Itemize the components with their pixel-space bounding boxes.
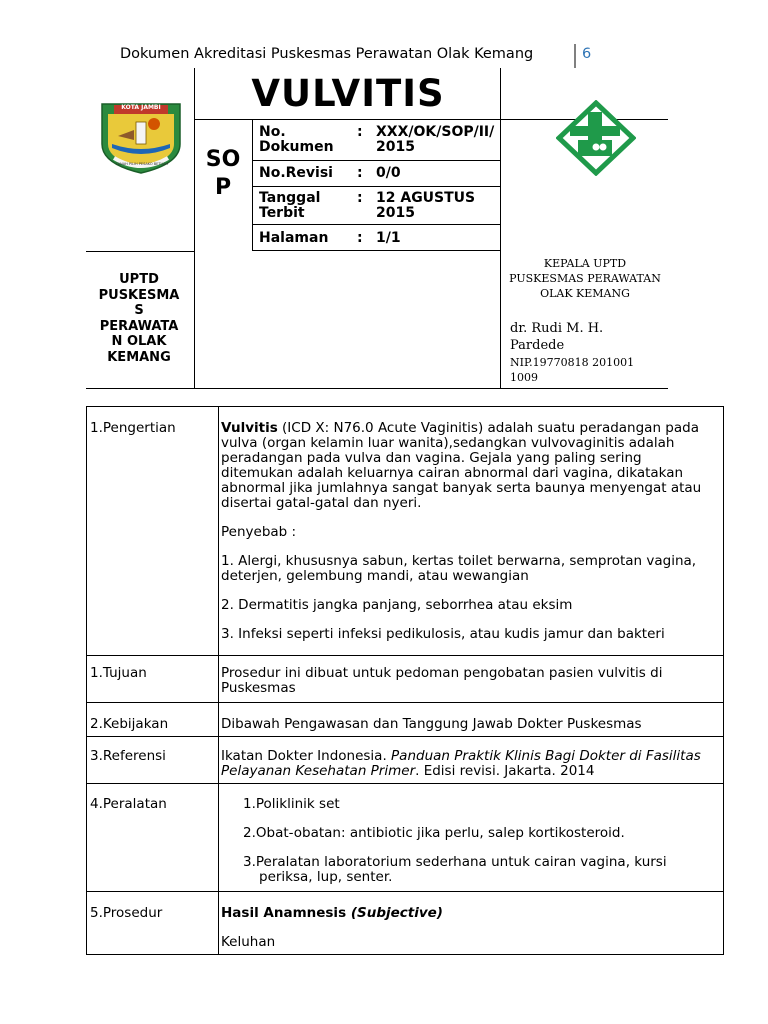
meta-separator: : xyxy=(357,230,363,246)
row-label-prosedur: 5.Prosedur xyxy=(87,892,219,955)
row-content-prosedur xyxy=(219,892,724,955)
organization-name: UPTD PUSKESMA S PERAWATA N OLAK KEMANG xyxy=(98,272,180,365)
meta-row-line xyxy=(252,224,500,225)
signer-name: dr. Rudi M. H. Pardede xyxy=(510,321,604,353)
meta-separator: : xyxy=(357,165,363,181)
row-content-pengertian xyxy=(219,407,724,656)
cause-item: 2. Dermatitis jangka panjang, seborrhea atau eksim xyxy=(221,597,573,613)
page-number-divider xyxy=(574,44,576,68)
table-row xyxy=(87,703,724,737)
table-row xyxy=(87,656,724,703)
row-label-peralatan: 4.Peralatan xyxy=(87,784,219,892)
prosedur-subheading: Keluhan xyxy=(221,934,276,950)
meta-label-revisi: No.Revisi xyxy=(259,165,333,181)
equipment-item: 1.Poliklinik set xyxy=(243,796,340,812)
sop-title: VULVITIS xyxy=(251,72,445,115)
prosedur-heading-italic: (Subjective) xyxy=(350,905,443,921)
document-header: Dokumen Akreditasi Puskesmas Perawatan Olak Kemang xyxy=(120,46,534,62)
signer-title: KEPALA UPTD PUSKESMAS PERAWATAN OLAK KEMANG xyxy=(509,257,661,300)
puskesmas-logo-icon xyxy=(556,100,636,176)
equipment-item: 3.Peralatan laboratorium sederhana untuk cairan vagina, kursi periksa, lup, senter. xyxy=(243,854,667,885)
table-row xyxy=(87,892,724,955)
meta-row-line xyxy=(252,250,500,251)
meta-label-tanggal: Tanggal Terbit xyxy=(259,190,321,221)
cause-item: 1. Alergi, khususnya sabun, kertas toilet berwarna, semprotan vagina, deterjen, gelembung mandi, atau wewangian xyxy=(221,553,697,584)
meta-label-no-dokumen: No. Dokumen xyxy=(259,124,334,155)
page-number: 6 xyxy=(582,46,592,62)
table-row xyxy=(87,407,724,656)
header-divider-left xyxy=(194,68,195,388)
row-content-referensi: Ikatan Dokter Indonesia. Panduan Praktik Klinis Bagi Dokter di Fasilitas Pelayanan Kesehatan Primer. Edisi revisi. Jakarta. 2014 xyxy=(219,737,724,784)
table-row xyxy=(87,737,724,784)
meta-label-halaman: Halaman xyxy=(259,230,329,246)
signer-nip: NIP.19770818 201001 1009 xyxy=(510,356,635,384)
prosedur-heading: Hasil Anamnesis xyxy=(221,905,351,921)
row-content-kebijakan: Dibawah Pengawasan dan Tanggung Jawab Dokter Puskesmas xyxy=(219,703,724,737)
row-label-pengertian: 1.Pengertian xyxy=(87,407,219,656)
meta-row-line xyxy=(252,186,500,187)
cause-item: 3. Infeksi seperti infeksi pedikulosis, atau kudis jamur dan bakteri xyxy=(221,626,665,642)
meta-separator: : xyxy=(357,124,363,140)
emblem-name-text: KOTA JAMBI xyxy=(121,104,161,111)
meta-left-border xyxy=(252,119,253,251)
meta-row-line xyxy=(252,160,500,161)
table-row xyxy=(87,784,724,892)
definition-text: (ICD X: N76.0 Acute Vaginitis) adalah suatu peradangan pada vulva (organ kelamin luar wanita),sedangkan vulvovaginitis adalah peradangan pada vulva dan vagina. Gejala yang paling sering ditemukan adalah keluarnya cairan abnormal dari vagina, dikatakan abnormal jika jumlahnya sangat banyak serta baunya menyengat atau disertai gatal-gatal dan nyeri. xyxy=(221,420,702,511)
sop-label: SO P xyxy=(205,147,241,200)
header-bottom-line xyxy=(86,388,668,389)
emblem-motto-text: TANAH PILIH PESAKO BETUAH xyxy=(115,162,169,166)
sop-content-table xyxy=(86,406,724,955)
row-content-tujuan: Prosedur ini dibuat untuk pedoman pengobatan pasien vulvitis di Puskesmas xyxy=(219,656,724,703)
meta-separator: : xyxy=(357,190,363,206)
meta-value-halaman: 1/1 xyxy=(376,230,401,246)
header-divider-right xyxy=(500,68,501,388)
penyebab-label: Penyebab : xyxy=(221,524,297,540)
row-content-peralatan xyxy=(219,784,724,892)
logo-bottom-line xyxy=(86,251,194,252)
row-label-tujuan: 1.Tujuan xyxy=(87,656,219,703)
row-label-referensi: 3.Referensi xyxy=(87,737,219,784)
meta-value-tanggal: 12 AGUSTUS 2015 xyxy=(376,190,476,221)
row-label-kebijakan: 2.Kebijakan xyxy=(87,703,219,737)
equipment-item: 2.Obat-obatan: antibiotic jika perlu, salep kortikosteroid. xyxy=(243,825,625,841)
reference-book-title: Panduan Praktik Klinis Bagi Dokter di Fasilitas Pelayanan Kesehatan Primer xyxy=(221,748,701,779)
meta-value-revisi: 0/0 xyxy=(376,165,401,181)
term-vulvitis: Vulvitis xyxy=(221,420,278,436)
meta-value-no-dokumen: XXX/OK/SOP/II/2015 xyxy=(376,124,495,155)
